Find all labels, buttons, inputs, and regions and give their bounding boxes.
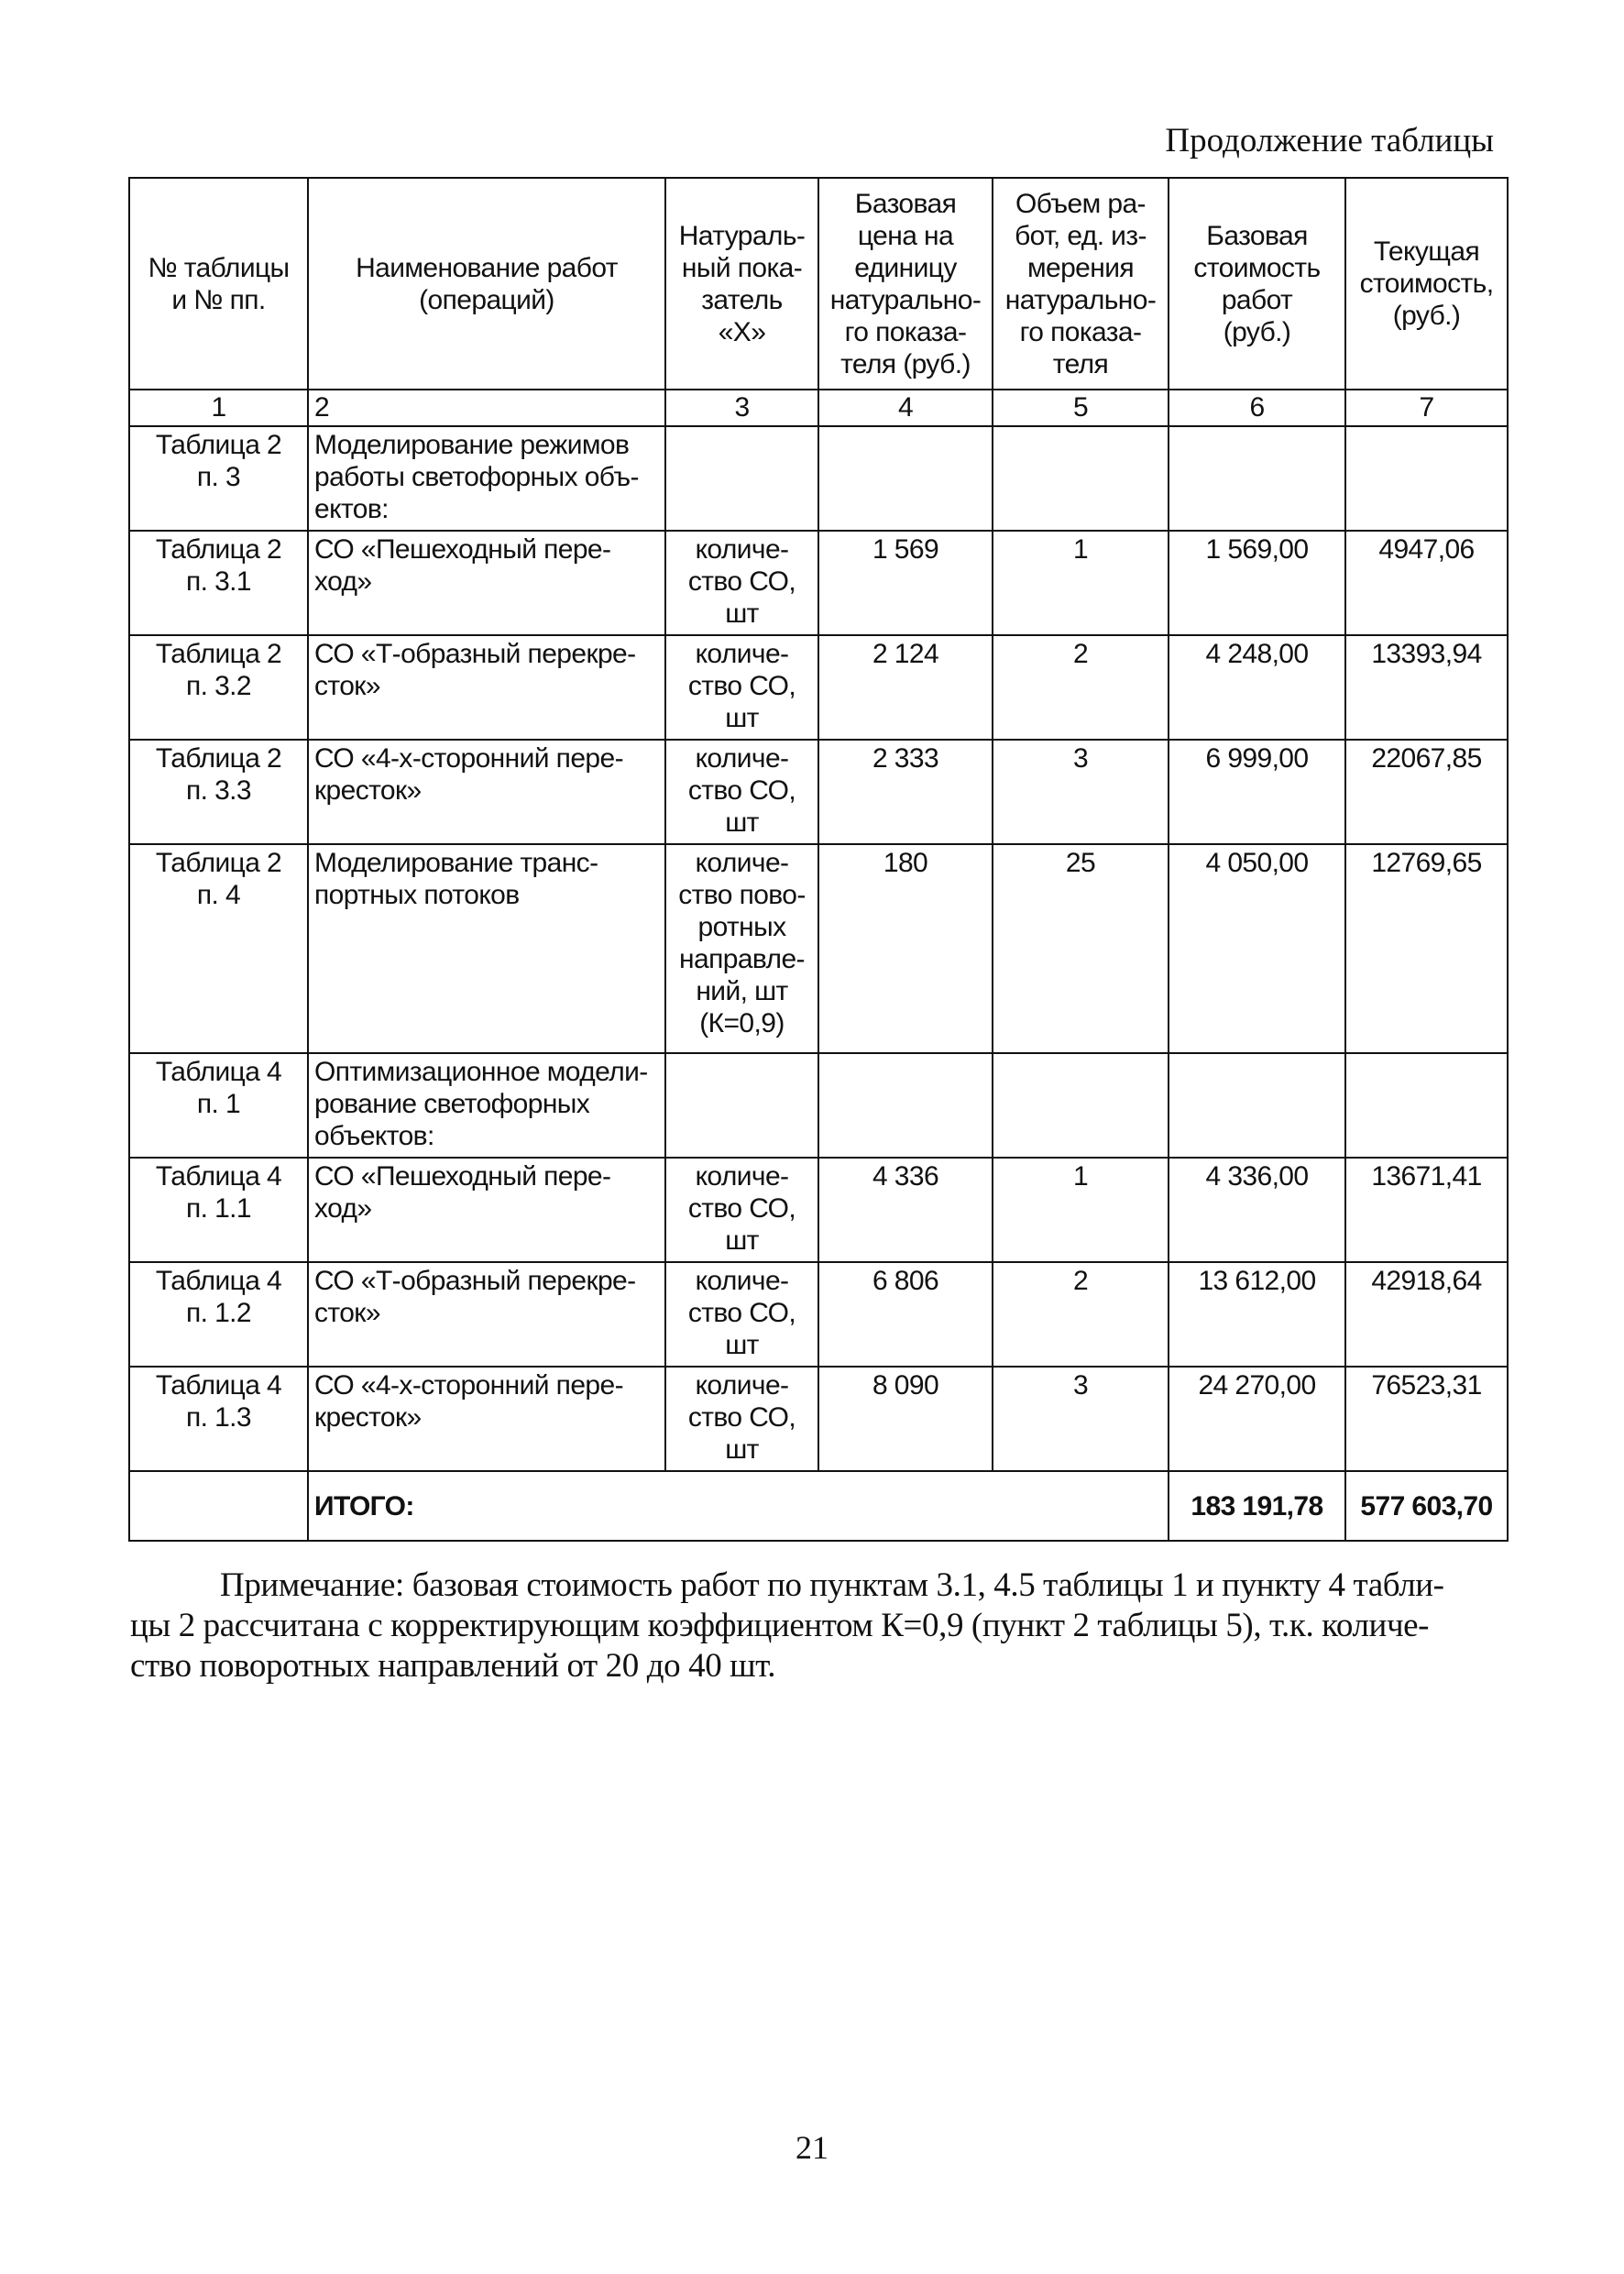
- cell-ref: Таблица 4 п. 1.1: [129, 1158, 308, 1262]
- header-ref: № таблицы и № пп.: [129, 178, 308, 390]
- header-unit-price: Базовая цена на единицу натурально- го показа- теля (руб.): [818, 178, 993, 390]
- cell-base-cost: 1 569,00: [1169, 531, 1345, 635]
- column-number: 7: [1345, 390, 1508, 426]
- cell-unit-price: 6 806: [818, 1262, 993, 1367]
- cell-ref: Таблица 4 п. 1: [129, 1053, 308, 1158]
- cell-unit-price: 8 090: [818, 1367, 993, 1471]
- cell-unit-price: 1 569: [818, 531, 993, 635]
- column-number: 1: [129, 390, 308, 426]
- cell-current-cost: 13393,94: [1345, 635, 1508, 740]
- cost-table: [128, 177, 1509, 1542]
- total-current-cost: 577 603,70: [1345, 1471, 1508, 1541]
- total-empty-cell: [129, 1471, 308, 1541]
- cell-volume: [993, 426, 1169, 531]
- cell-volume: 3: [993, 1367, 1169, 1471]
- cell-name: Оптимизационное модели- рование светофорных объектов:: [308, 1053, 665, 1158]
- cell-current-cost: 42918,64: [1345, 1262, 1508, 1367]
- column-number: 2: [308, 390, 665, 426]
- cell-ref: Таблица 2 п. 3.2: [129, 635, 308, 740]
- cell-base-cost: 4 336,00: [1169, 1158, 1345, 1262]
- cell-base-cost: 24 270,00: [1169, 1367, 1345, 1471]
- table-row: [129, 844, 1508, 1053]
- total-row: [129, 1471, 1508, 1541]
- cell-name: СО «4-х-сторонний пере- кресток»: [308, 740, 665, 844]
- header-current-cost: Текущая стоимость, (руб.): [1345, 178, 1508, 390]
- cell-ref: Таблица 4 п. 1.3: [129, 1367, 308, 1471]
- cell-volume: 2: [993, 1262, 1169, 1367]
- column-number: 5: [993, 390, 1169, 426]
- header-name: Наименование работ (операций): [308, 178, 665, 390]
- cell-indicator: количе- ство СО, шт: [665, 531, 818, 635]
- cell-unit-price: 180: [818, 844, 993, 1053]
- cell-indicator: количе- ство СО, шт: [665, 1158, 818, 1262]
- table-row: [129, 635, 1508, 740]
- cell-current-cost: 22067,85: [1345, 740, 1508, 844]
- header-volume: Объем ра- бот, ед. из- мерения натурально- го показа- теля: [993, 178, 1169, 390]
- cell-indicator: [665, 426, 818, 531]
- table-row: [129, 740, 1508, 844]
- continuation-label: Продолжение таблицы: [1165, 122, 1494, 159]
- cell-base-cost: 4 248,00: [1169, 635, 1345, 740]
- header-indicator: Натураль- ный пока- затель «X»: [665, 178, 818, 390]
- cell-current-cost: 13671,41: [1345, 1158, 1508, 1262]
- footnote-text: Примечание: базовая стоимость работ по пунктам 3.1, 4.5 таблицы 1 и пункту 4 табли- цы 2 рассчитана с корректирующим коэффициентом К=0,9 (пункт 2 таблицы 5), т.к. количе- ство поворотных направлений от 20 до 40 шт.: [130, 1566, 1444, 1685]
- cell-ref: Таблица 2 п. 4: [129, 844, 308, 1053]
- total-label: ИТОГО:: [308, 1471, 1169, 1541]
- cell-ref: Таблица 2 п. 3.3: [129, 740, 308, 844]
- cell-name: СО «Т-образный перекре- сток»: [308, 1262, 665, 1367]
- cell-base-cost: 13 612,00: [1169, 1262, 1345, 1367]
- cell-indicator: количе- ство СО, шт: [665, 1367, 818, 1471]
- cell-name: СО «4-х-сторонний пере- кресток»: [308, 1367, 665, 1471]
- cell-volume: 1: [993, 531, 1169, 635]
- header-row: [129, 178, 1508, 390]
- header-base-cost: Базовая стоимость работ (руб.): [1169, 178, 1345, 390]
- cell-ref: Таблица 4 п. 1.2: [129, 1262, 308, 1367]
- cell-base-cost: [1169, 426, 1345, 531]
- cell-current-cost: [1345, 426, 1508, 531]
- cell-indicator: количе- ство пово- ротных направле- ний, шт (К=0,9): [665, 844, 818, 1053]
- cell-unit-price: 4 336: [818, 1158, 993, 1262]
- cell-current-cost: 4947,06: [1345, 531, 1508, 635]
- cell-base-cost: [1169, 1053, 1345, 1158]
- cell-indicator: количе- ство СО, шт: [665, 635, 818, 740]
- table-row: [129, 1262, 1508, 1367]
- cell-base-cost: 6 999,00: [1169, 740, 1345, 844]
- cell-unit-price: [818, 426, 993, 531]
- page-number: 21: [796, 2129, 828, 2166]
- cell-unit-price: [818, 1053, 993, 1158]
- cell-indicator: количе- ство СО, шт: [665, 1262, 818, 1367]
- cell-volume: [993, 1053, 1169, 1158]
- cell-ref: Таблица 2 п. 3.1: [129, 531, 308, 635]
- cell-volume: 3: [993, 740, 1169, 844]
- cell-current-cost: [1345, 1053, 1508, 1158]
- cell-current-cost: 76523,31: [1345, 1367, 1508, 1471]
- table-row: [129, 1053, 1508, 1158]
- cell-name: Моделирование транс- портных потоков: [308, 844, 665, 1053]
- column-number: 6: [1169, 390, 1345, 426]
- cell-volume: 2: [993, 635, 1169, 740]
- column-number: 4: [818, 390, 993, 426]
- cell-name: Моделирование режимов работы светофорных объ- ектов:: [308, 426, 665, 531]
- cell-indicator: [665, 1053, 818, 1158]
- cell-name: СО «Т-образный перекре- сток»: [308, 635, 665, 740]
- table-row: [129, 1158, 1508, 1262]
- column-number-row: [129, 390, 1508, 426]
- cell-indicator: количе- ство СО, шт: [665, 740, 818, 844]
- cell-unit-price: 2 333: [818, 740, 993, 844]
- total-base-cost: 183 191,78: [1169, 1471, 1345, 1541]
- cell-ref: Таблица 2 п. 3: [129, 426, 308, 531]
- table-row: [129, 531, 1508, 635]
- column-number: 3: [665, 390, 818, 426]
- cell-name: СО «Пешеходный пере- ход»: [308, 1158, 665, 1262]
- cell-volume: 25: [993, 844, 1169, 1053]
- cell-base-cost: 4 050,00: [1169, 844, 1345, 1053]
- cell-name: СО «Пешеходный пере- ход»: [308, 531, 665, 635]
- cell-volume: 1: [993, 1158, 1169, 1262]
- cell-current-cost: 12769,65: [1345, 844, 1508, 1053]
- table-row: [129, 426, 1508, 531]
- cell-unit-price: 2 124: [818, 635, 993, 740]
- table-body: [129, 426, 1508, 1471]
- table-row: [129, 1367, 1508, 1471]
